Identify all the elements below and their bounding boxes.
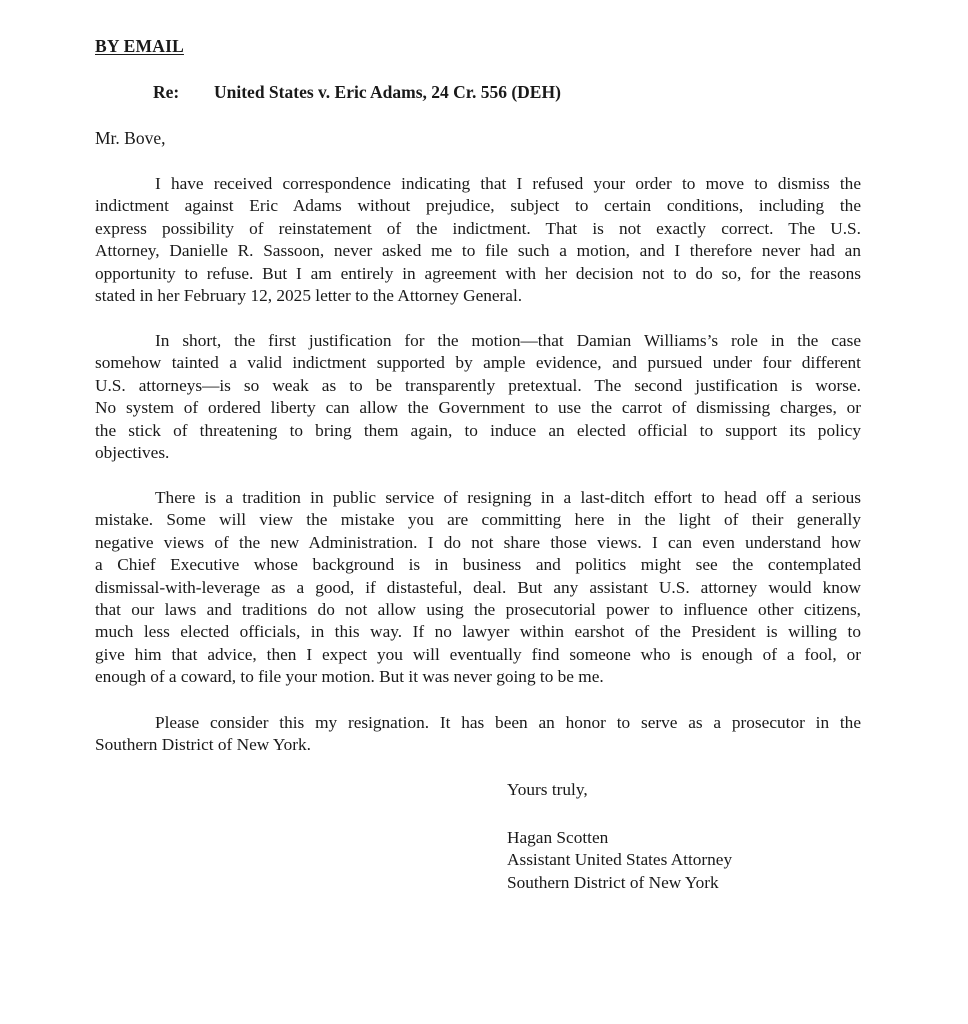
text-line: U.S. attorneys—is so weak as to be transparently pretextual. The second justification is worse. [95, 375, 861, 395]
text-line: somehow tainted a valid indictment supported by ample evidence, and pursued under four different [95, 353, 861, 373]
text-line: the stick of threatening to bring them again, to induce an elected official to support its policy [95, 420, 861, 440]
re-label: Re: [153, 82, 180, 102]
text-line: No system of ordered liberty can allow the Government to use the carrot of dismissing charges, or [95, 398, 861, 418]
closing: Yours truly, [507, 780, 588, 799]
delivery-method: BY EMAIL [95, 36, 184, 56]
signer-title: Assistant United States Attorney [507, 850, 733, 870]
salutation: Mr. Bove, [95, 128, 166, 148]
signature-block [507, 827, 732, 894]
text-line: a Chief Executive whose background is in business and politics might see the contemplated [95, 555, 861, 575]
case-caption: United States v. Eric Adams, 24 Cr. 556 (DEH) [214, 82, 561, 102]
paragraph-3 [95, 487, 861, 689]
paragraph-1 [95, 173, 861, 307]
paragraph-2 [95, 330, 861, 464]
text-line: stated in her February 12, 2025 letter to the Attorney General. [95, 285, 523, 305]
text-line: much less elected officials, in this way. If no lawyer within earshot of the President is willing to [95, 622, 861, 642]
text-line: There is a tradition in public service of resigning in a last-ditch effort to head off a serious [155, 488, 861, 507]
signer-office: Southern District of New York [507, 872, 719, 892]
text-line: Attorney, Danielle R. Sassoon, never asked me to file such a motion, and I therefore never had an [95, 241, 861, 261]
text-line: enough of a coward, to file your motion. But it was never going to be me. [95, 667, 604, 687]
text-line: express possibility of reinstatement of the indictment. That is not exactly correct. The U.S. [95, 218, 861, 238]
text-line: Please consider this my resignation. It has been an honor to serve as a prosecutor in the [155, 713, 861, 732]
text-line: Southern District of New York. [95, 735, 312, 755]
text-line: indictment against Eric Adams without prejudice, subject to certain conditions, including the [95, 196, 861, 216]
text-line: negative views of the new Administration. I do not share those views. I can even understand how [95, 532, 861, 552]
text-line: mistake. Some will view the mistake you are committing here in the light of their generally [95, 510, 861, 530]
signer-name: Hagan Scotten [507, 828, 609, 847]
text-line: that our laws and traditions do not allow using the prosecutorial power to influence other citizens, [95, 599, 861, 619]
text-line: dismissal-with-leverage as a good, if distasteful, deal. But any assistant U.S. attorney would know [95, 577, 861, 597]
text-line: objectives. [95, 442, 170, 462]
text-line: In short, the first justification for the motion—that Damian Williams’s role in the case [155, 331, 861, 350]
paragraph-4 [95, 712, 861, 757]
text-line: I have received correspondence indicating that I refused your order to move to dismiss the [155, 174, 861, 193]
text-line: give him that advice, then I expect you will eventually find someone who is enough of a fool, or [95, 644, 861, 664]
text-line: opportunity to refuse. But I am entirely in agreement with her decision not to do so, for the reasons [95, 263, 861, 283]
